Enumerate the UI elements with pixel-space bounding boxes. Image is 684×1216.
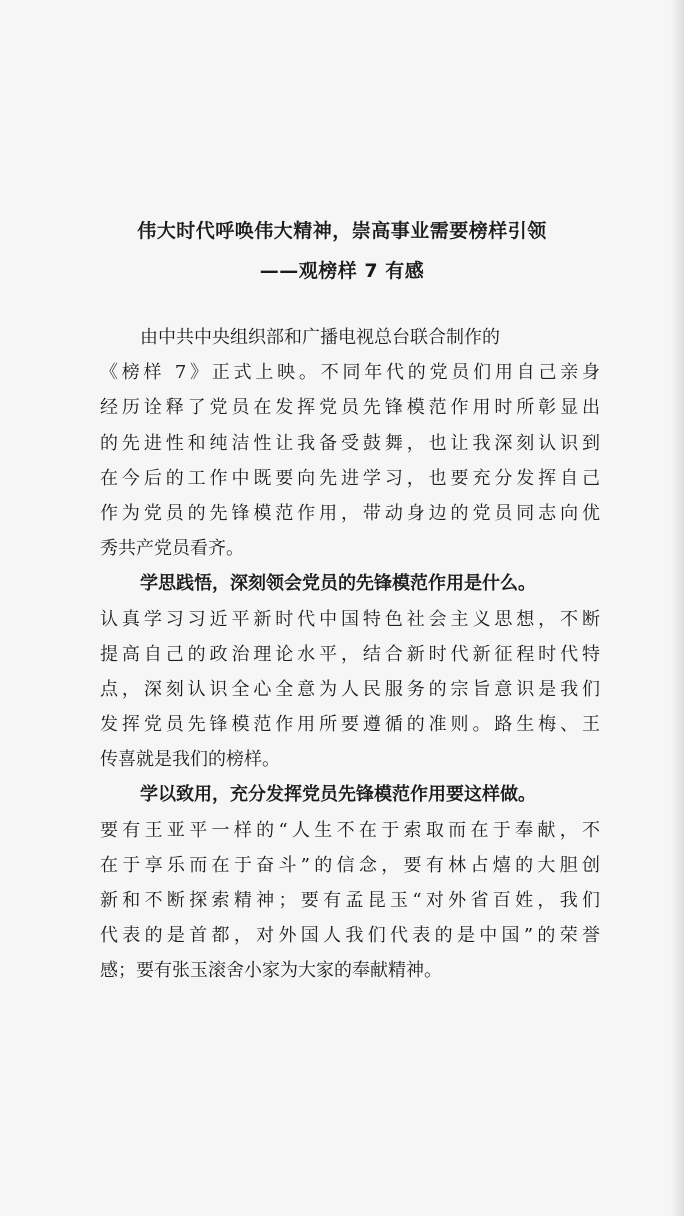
document-title: 伟大时代呼唤伟大精神，崇高事业需要榜样引领	[137, 220, 547, 242]
paragraph-line: 点，深刻认识全心全意为人民服务的宗旨意识是我们	[100, 678, 600, 700]
paragraph-line: 传喜就是我们的榜样。	[100, 749, 280, 771]
document-subtitle: ——观榜样 7 有感	[259, 260, 425, 282]
paragraph-line: 代表的是首都，对外国人我们代表的是中国”的荣誉	[100, 925, 600, 947]
paragraph-line: 提高自己的政治理论水平，结合新时代新征程时代特	[100, 643, 600, 665]
paragraph-line: 由中共中央组织部和广播电视总台联合制作的	[140, 327, 500, 348]
paragraph-line: 《榜样 7》正式上映。不同年代的党员们用自己亲身	[100, 362, 600, 384]
document-body	[100, 320, 600, 989]
paragraph-line: 在今后的工作中既要向先进学习，也要充分发挥自己	[100, 467, 600, 489]
paragraph-line: 秀共产党员看齐。	[100, 538, 244, 560]
paragraph-line: 感；要有张玉滚舍小家为大家的奉献精神。	[100, 960, 442, 982]
paragraph-line: 发挥党员先锋模范作用所要遵循的准则。路生梅、王	[100, 714, 600, 736]
paragraph-line: 经历诠释了党员在发挥党员先锋模范作用时所彰显出	[100, 397, 600, 419]
section-heading: 学思践悟，深刻领会党员的先锋模范作用是什么。	[140, 573, 536, 595]
paragraph-line: 作为党员的先锋模范作用，带动身边的党员同志向优	[100, 502, 600, 524]
paragraph-line: 的先进性和纯洁性让我备受鼓舞，也让我深刻认识到	[100, 432, 600, 454]
paragraph-line: 要有王亚平一样的“人生不在于索取而在于奉献，不	[100, 819, 600, 841]
section-heading: 学以致用，充分发挥党员先锋模范作用要这样做。	[140, 784, 536, 806]
paragraph-line: 在于享乐而在于奋斗”的信念，要有林占熺的大胆创	[100, 854, 600, 876]
paragraph-line: 认真学习习近平新时代中国特色社会主义思想，不断	[100, 608, 600, 630]
paragraph-line: 新和不断探索精神；要有孟昆玉“对外省百姓，我们	[100, 890, 600, 911]
page-edge-shadow	[670, 0, 684, 1216]
